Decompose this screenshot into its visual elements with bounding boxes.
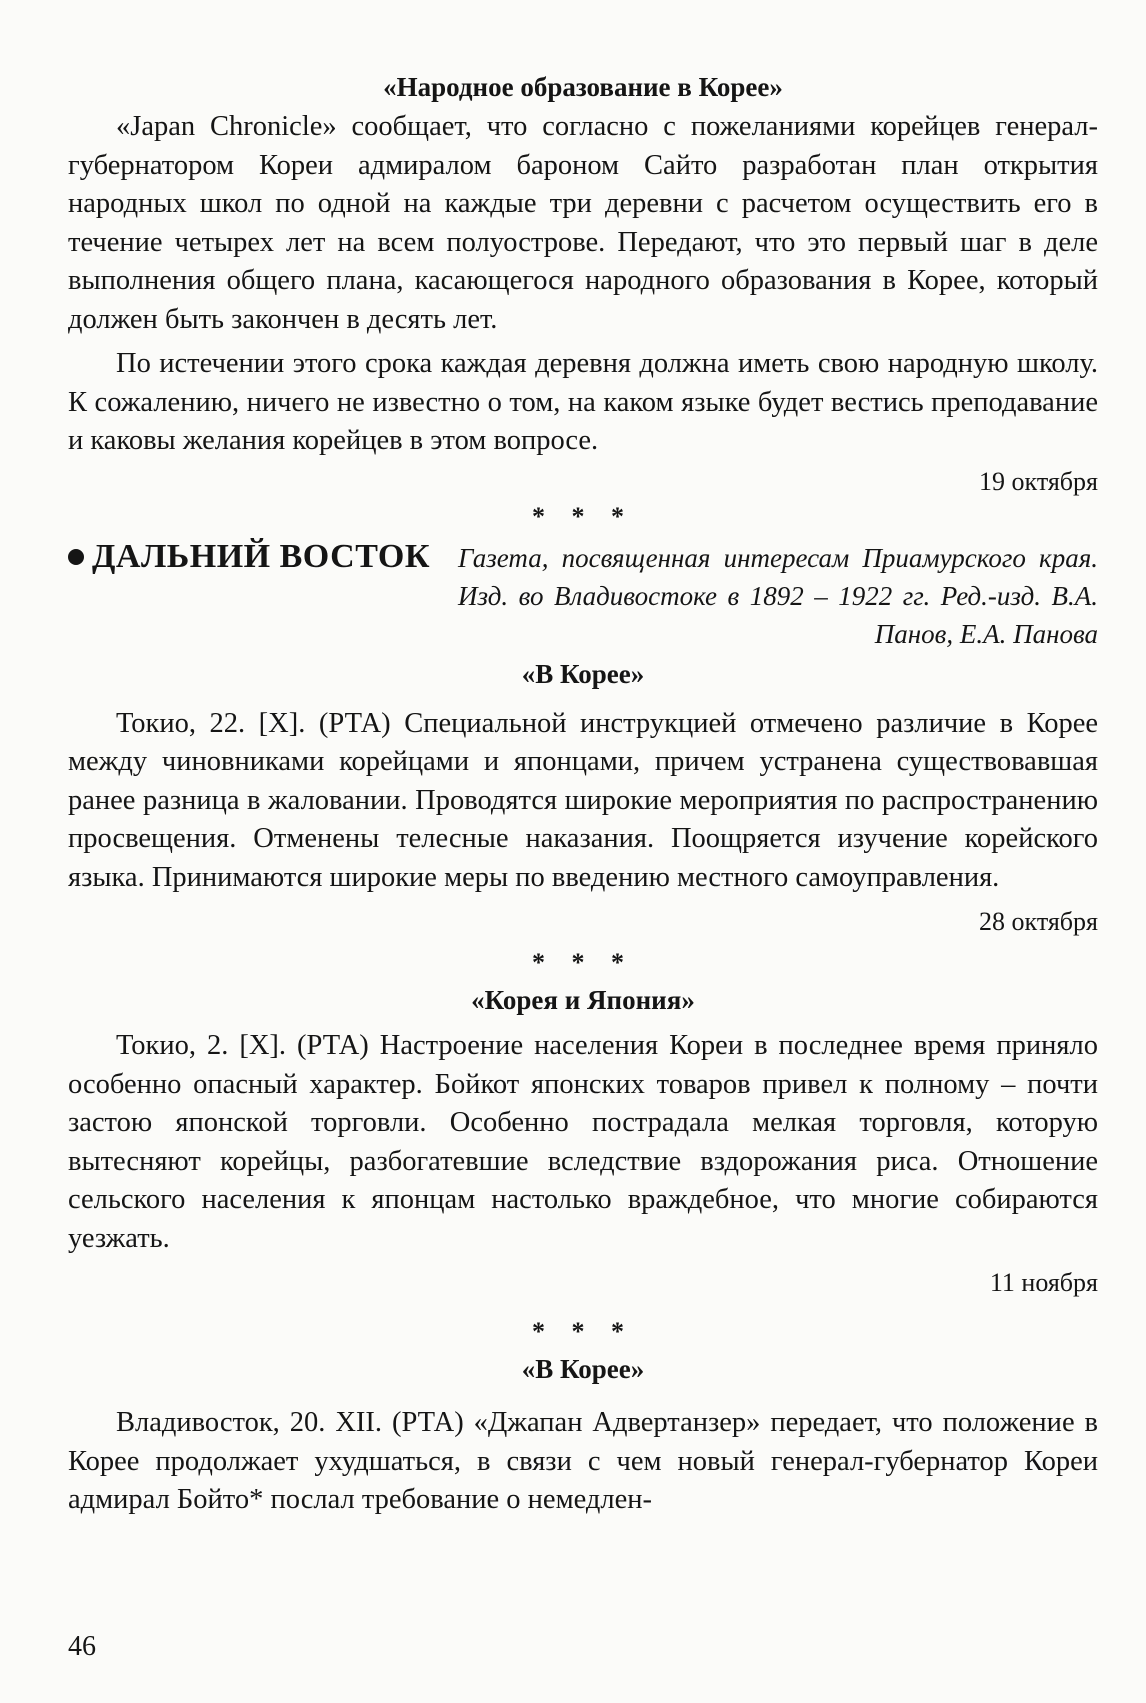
separator-stars: * * * — [532, 501, 634, 531]
separator-stars: * * * — [532, 1317, 634, 1346]
article-paragraph: Владивосток, 20. XII. (РТА) «Джапан Адвертанзер» передает, что положение в Корее продолжает ухудшаться, в связи с чем новый генерал-губернатор Кореи адмирал Бойто* послал требование о немедлен- — [68, 1407, 1098, 1515]
article-paragraph: «Japan Chronicle» сообщает, что согласно с пожеланиями корейцев генерал-губернатором Кореи адмиралом бароном Сайто разработан план открытия народных школ по одной на каждые три деревни с расчетом осуществить его в течение четырех лет на всем полуострове. Передают, что это первый шаг в деле выполнения общего плана, касающегося народного образования в Корее, который должен быть закончен в десять лет. — [68, 111, 1098, 335]
article-title: «Корея и Япония» — [471, 985, 695, 1015]
article-date: 11 ноября — [989, 1268, 1098, 1297]
article-title: «Народное образование в Корее» — [383, 72, 783, 102]
separator-stars: * * * — [532, 948, 634, 977]
section-description: Газета, посвященная интересам Приамурского края. Изд. во Владивостоке в 1892 – 1922 гг. Ред.-изд. В.А. Панов, Е.А. Панова — [458, 542, 1098, 649]
article-paragraph: Токио, 22. [X]. (РТА) Специальной инструкцией отмечено различие в Корее между чиновниками корейцами и японцами, причем устранена существовавшая ранее разница в жаловании. Проводятся широкие мероприятия по распространению просвещения. Отменены телесные наказания. Поощряется изучение корейского языка. Принимаются широкие меры по введению местного самоуправления. — [68, 707, 1098, 893]
article-paragraph: Токио, 2. [X]. (РТА) Настроение населения Кореи в последнее время приняло особенно опасный характер. Бойкот японских товаров привел к полному – почти застою японской торговли. Особенно пострадала мелкая торговля, которую вытесняют корейцы, разбогатевшие вследствие вздорожания риса. Отношение сельского населения к японцам настолько враждебное, что многие собираются уезжать. — [68, 1030, 1098, 1254]
article-paragraph: По истечении этого срока каждая деревня должна иметь свою народную школу. К сожалению, ничего не известно о том, на каком языке будет вестись преподавание и каковы желания корейцев в этом вопросе. — [68, 348, 1098, 456]
section-name: ДАЛЬНИЙ ВОСТОК — [92, 537, 431, 575]
section-header — [68, 537, 1098, 653]
section-title — [68, 537, 430, 577]
article-title: «В Корее» — [521, 658, 645, 689]
page-number: 46 — [68, 1631, 96, 1662]
article-title: «В Корее» — [521, 1354, 645, 1384]
article-date: 28 октября — [979, 907, 1098, 936]
article-date: 19 октября — [979, 466, 1098, 496]
bullet-icon — [68, 549, 84, 565]
text-column — [68, 70, 1098, 1520]
